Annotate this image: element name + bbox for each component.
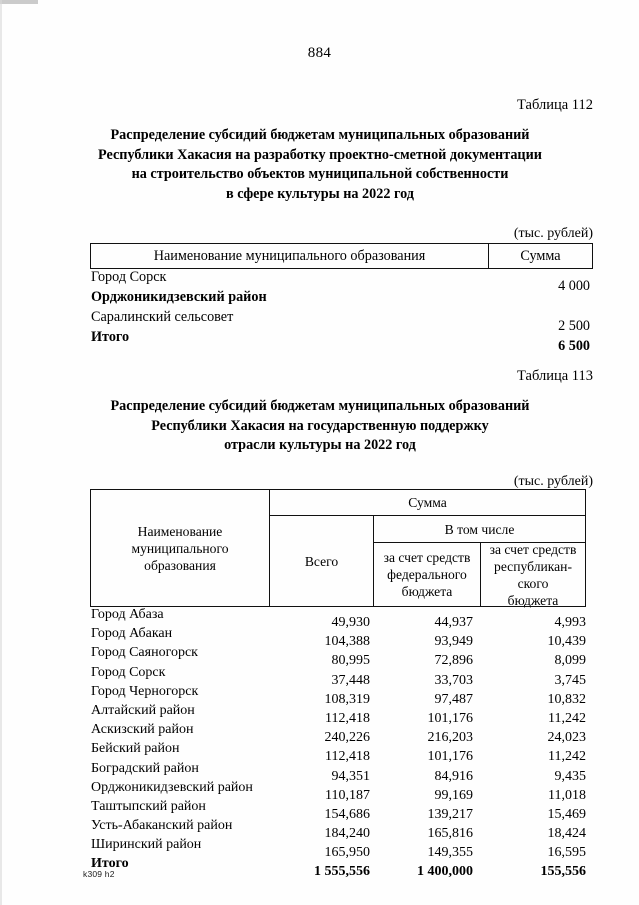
table-title-112 <box>60 126 580 204</box>
header-line: ского <box>517 575 549 591</box>
row-total: 112,418 <box>325 710 370 726</box>
header-line: республикан- <box>494 558 572 574</box>
table-row <box>90 664 586 688</box>
table-112-body <box>90 269 593 354</box>
footer-mark: k309 h2 <box>83 869 115 879</box>
row-republican: 18,424 <box>547 826 586 842</box>
row-federal: 101,176 <box>427 710 473 726</box>
row-federal: 44,937 <box>434 615 473 630</box>
row-republican: 11,018 <box>548 787 586 803</box>
table-row <box>90 722 586 746</box>
table-row <box>90 626 586 650</box>
row-total: 80,995 <box>331 653 370 669</box>
page-number: 884 <box>307 45 332 61</box>
row-republican: 10,832 <box>547 691 586 707</box>
table-row <box>90 760 586 784</box>
header-line: образования <box>144 557 216 573</box>
title-line: Республики Хакасия на государственную поддержку <box>151 417 489 434</box>
row-total: 112,418 <box>325 749 370 765</box>
units-label-113: (тыс. рублей) <box>513 474 593 489</box>
row-name: Орджоникидзевский район <box>91 289 267 305</box>
row-total: 49,930 <box>331 615 370 630</box>
title-line: Распределение субсидий бюджетам муниципальных образований <box>110 398 530 414</box>
row-total: 108,319 <box>324 691 370 707</box>
header-line: Наименование <box>137 523 223 539</box>
row-name: Город Черногорск <box>91 683 199 699</box>
row-name: Ширинский район <box>91 837 202 853</box>
row-name: Боградский район <box>91 760 199 776</box>
table-113-body <box>90 607 586 880</box>
row-name: Итого <box>91 856 129 872</box>
row-value: 2 500 <box>558 318 590 334</box>
row-federal: 97,487 <box>434 691 473 707</box>
row-name: Город Саяногорск <box>91 645 198 661</box>
table-112-col-sum: Сумма <box>520 247 561 264</box>
row-republican: 3,745 <box>554 672 586 688</box>
table-row <box>90 289 593 309</box>
scan-edge-artifact-left <box>0 0 2 905</box>
row-republican: 15,469 <box>547 806 586 822</box>
header-cell-republican <box>481 543 585 606</box>
units-label-112: (тыс. рублей) <box>513 226 593 241</box>
header-line: муниципального <box>131 540 229 556</box>
table-113 <box>90 489 586 880</box>
row-name: Аскизский район <box>91 722 194 738</box>
row-republican: 155,556 <box>540 864 586 880</box>
table-row <box>90 702 586 726</box>
row-total: 104,388 <box>324 634 370 650</box>
scan-edge-artifact <box>0 0 38 4</box>
row-value: 6 500 <box>558 338 590 354</box>
row-total: 240,226 <box>324 730 370 746</box>
title-line: на строительство объектов муниципальной собственности <box>131 166 509 182</box>
table-row <box>90 779 586 803</box>
title-line: в сфере культуры на 2022 год <box>226 185 414 202</box>
row-federal: 149,355 <box>427 845 473 861</box>
row-name: Бейский район <box>91 741 180 757</box>
row-federal: 99,169 <box>434 787 473 803</box>
row-total: 110,187 <box>325 787 370 803</box>
row-republican: 24,023 <box>547 730 586 746</box>
row-name: Итого <box>91 329 130 345</box>
header-cell-name <box>91 490 269 606</box>
row-total: 1 555,556 <box>314 864 370 880</box>
row-federal: 216,203 <box>427 730 473 746</box>
row-republican: 10,439 <box>547 634 586 650</box>
table-112-header-row <box>90 243 593 269</box>
header-cell-sum-group: Сумма <box>408 495 447 510</box>
table-title-113 <box>60 397 580 456</box>
header-line: бюджета <box>507 592 559 608</box>
table-row-total <box>90 329 593 354</box>
table-113-header <box>90 489 586 607</box>
row-name: Город Сорск <box>91 269 167 285</box>
row-republican: 11,242 <box>548 749 586 765</box>
table-caption-112: Таблица 112 <box>517 97 593 113</box>
row-federal: 93,949 <box>434 634 473 650</box>
row-total: 94,351 <box>331 768 370 784</box>
header-line: бюджета <box>401 584 453 599</box>
table-row <box>90 269 593 294</box>
row-total: 184,240 <box>324 826 370 842</box>
row-federal: 84,916 <box>434 768 473 784</box>
table-row <box>90 645 586 669</box>
row-republican: 11,242 <box>548 710 586 726</box>
row-name: Город Абакан <box>91 626 173 642</box>
table-112 <box>90 243 593 354</box>
table-row <box>90 798 586 822</box>
title-line: Республики Хакасия на разработку проектно-сметной документации <box>98 146 542 163</box>
row-federal: 101,176 <box>427 749 473 765</box>
row-name: Саралинский сельсовет <box>91 309 234 325</box>
table-caption-113: Таблица 113 <box>517 368 593 384</box>
row-name: Алтайский район <box>91 702 195 718</box>
header-cell-of-which: В том числе <box>444 521 515 537</box>
row-federal: 165,816 <box>427 826 473 842</box>
table-row <box>90 607 586 630</box>
row-total: 165,950 <box>324 845 370 861</box>
row-republican: 8,099 <box>554 653 586 669</box>
row-federal: 72,896 <box>434 653 473 669</box>
row-name: Город Сорск <box>91 664 166 680</box>
row-total: 37,448 <box>331 672 370 688</box>
header-cell-total: Всего <box>304 553 339 569</box>
table-row <box>90 837 586 861</box>
title-line: Распределение субсидий бюджетам муниципальных образований <box>110 127 530 143</box>
title-line: отрасли культуры на 2022 год <box>224 437 416 453</box>
row-value: 4 000 <box>558 278 590 294</box>
row-republican: 4,993 <box>554 615 586 630</box>
header-line: за счет средств <box>489 541 577 557</box>
row-federal: 33,703 <box>434 672 473 688</box>
row-federal: 1 400,000 <box>417 864 473 880</box>
header-line: за счет средств <box>383 550 471 565</box>
table-row <box>90 818 586 842</box>
row-republican: 9,435 <box>554 768 586 784</box>
row-total: 154,686 <box>324 806 370 822</box>
header-line: федерального <box>387 567 467 582</box>
header-cell-federal <box>374 543 480 606</box>
table-row <box>90 741 586 765</box>
table-row <box>90 683 586 707</box>
row-name: Таштыпский район <box>91 798 206 814</box>
table-112-col-name: Наименование муниципального образования <box>153 247 426 264</box>
row-name: Орджоникидзевский район <box>91 779 253 795</box>
row-federal: 139,217 <box>427 806 473 822</box>
row-name: Город Абаза <box>91 607 164 622</box>
row-republican: 16,595 <box>547 845 586 861</box>
row-name: Усть-Абаканский район <box>91 818 233 834</box>
table-row <box>90 309 593 334</box>
